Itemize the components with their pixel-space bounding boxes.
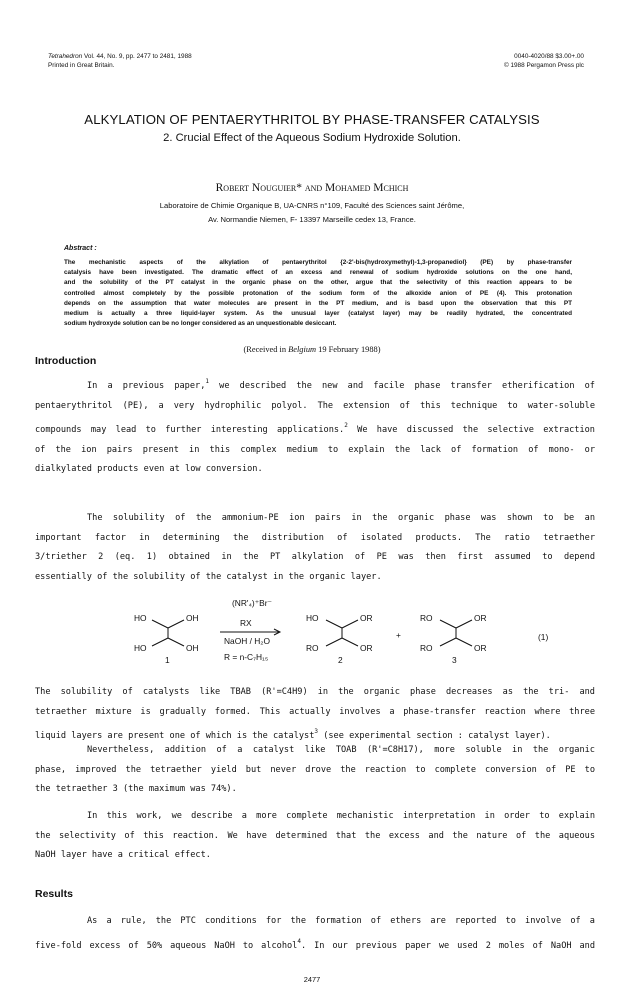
line-text: In a previous paper, bbox=[87, 381, 206, 391]
line-text: we described the new and facile phase transfer etherification of bbox=[219, 381, 595, 391]
line-text: compounds may lead to further interesting applications. bbox=[35, 425, 345, 436]
paragraph-line: The solubility of catalysts like TBAB (R'=C4H9) in the organic phase decreases as the tri- and bbox=[35, 687, 595, 697]
received-prefix: (Received in bbox=[243, 345, 287, 354]
bond bbox=[456, 620, 472, 628]
bond bbox=[152, 620, 168, 628]
abstract-line: depends on the assumption that water molecules are present in the PT medium, and is basd upon the observation that this PT bbox=[64, 299, 572, 307]
reaction-scheme-drawing bbox=[134, 588, 570, 668]
plus-sign: + bbox=[396, 630, 401, 640]
reference-2: 2 bbox=[344, 422, 348, 430]
catalyst-reagent: (NR'₄)⁺Br⁻ bbox=[232, 598, 272, 608]
printed-in: Printed in Great Britain. bbox=[48, 62, 115, 69]
paragraph-line: phase, improved the tetraether yield but never drove the reaction to complete conversion of PE to bbox=[35, 764, 595, 775]
bond bbox=[342, 620, 358, 628]
atom-label: HO bbox=[134, 613, 147, 623]
paragraph-line bbox=[35, 932, 595, 957]
reference-4: 4 bbox=[297, 937, 301, 945]
abstract-line: sodium hydroxyde solution can be no longer considered as an unquestionable desiccant. bbox=[64, 320, 337, 328]
paragraph-line: of the ion pairs present in this complex medium to explain the lack of formation of mono- or bbox=[35, 444, 595, 455]
article-title: ALKYLATION OF PENTAERYTHRITOL BY PHASE-TRANSFER CATALYSIS bbox=[84, 112, 540, 127]
journal-volume: Vol. 44, No. 9, pp. 2477 to 2481, 1988 bbox=[84, 53, 192, 60]
abstract-line: controlled almost completely by the possible protonation of the sodium form of the alkoxide anion of PE (4). This protonation bbox=[64, 289, 572, 297]
paragraph-line: As a rule, the PTC conditions for the formation of ethers are reported to involve of a bbox=[87, 916, 595, 926]
bond bbox=[168, 638, 184, 646]
line-text: We have discussed the selective extraction bbox=[357, 425, 595, 436]
base-reagent: NaOH / H₂O bbox=[224, 636, 271, 646]
bond bbox=[456, 638, 472, 646]
section-heading-introduction: Introduction bbox=[35, 355, 97, 367]
equation-number: (1) bbox=[538, 632, 549, 642]
journal-header-right bbox=[504, 52, 584, 70]
paragraph-line: important factor in determining the distribution of isolated products. The ratio tetraether bbox=[35, 532, 595, 543]
bond bbox=[440, 620, 456, 628]
compound-number-1: 1 bbox=[165, 655, 170, 665]
results-paragraph-1 bbox=[35, 912, 595, 956]
journal-name: Tetrahedron bbox=[48, 53, 83, 60]
received-place: Belgium bbox=[288, 345, 317, 354]
intro-paragraph-3 bbox=[35, 683, 595, 747]
atom-label: OR bbox=[360, 613, 373, 623]
abstract-line: medium is actually a three liquid-layer system. As the unusual layer (catalyst layer) may be readily hydrated, the concentrated bbox=[64, 310, 572, 318]
journal-copyright: © 1988 Pergamon Press plc bbox=[503, 62, 584, 69]
section-heading-results: Results bbox=[35, 888, 73, 900]
atom-label: RO bbox=[306, 643, 319, 653]
paragraph-line: The solubility of the ammonium-PE ion pairs in the organic phase was shown to be an bbox=[87, 513, 595, 523]
journal-price: 0040-4020/88 $3.00+.00 bbox=[514, 53, 584, 60]
reference-1: 1 bbox=[205, 378, 210, 385]
abstract-body bbox=[64, 258, 572, 329]
paragraph-line: NaOH layer have a critical effect. bbox=[35, 850, 211, 861]
reference-3: 3 bbox=[314, 728, 319, 736]
bond bbox=[168, 620, 184, 628]
r-group-definition: R = n-C₇H₁₅ bbox=[224, 652, 269, 662]
journal-header-left bbox=[48, 52, 192, 70]
intro-paragraph-5-body bbox=[35, 807, 595, 866]
atom-label: HO bbox=[134, 643, 147, 653]
abstract-label: Abstract : bbox=[64, 245, 97, 252]
article-authors: Robert Nouguier* and Mohamed Mchich bbox=[215, 182, 409, 194]
alkyl-halide-reagent: RX bbox=[240, 618, 252, 628]
bond bbox=[440, 638, 456, 646]
paragraph-line: dialkylated products even at low conversion. bbox=[35, 464, 263, 475]
atom-label: OH bbox=[186, 613, 199, 623]
paragraph-line: Nevertheless, addition of a catalyst like TOAB (R'=C8H17), more soluble in the organic bbox=[87, 745, 595, 755]
bond bbox=[326, 638, 342, 646]
atom-label: HO bbox=[306, 613, 319, 623]
atom-label: OR bbox=[474, 613, 487, 623]
paragraph-line: 3/triether 2 (eq. 1) obtained in the PT alkylation of PE was then first assumed to depend bbox=[35, 552, 595, 563]
abstract-line: The mechanistic aspects of the alkylation of pentaerythritol {2-2'-bis(hydroxymethyl)-1,3-propanediol} (PE) by phase-transfer bbox=[64, 259, 572, 266]
page-number: 2477 bbox=[303, 975, 321, 984]
affiliation-line-2: Av. Normandie Niemen, F- 13397 Marseille cedex 13, France. bbox=[208, 215, 416, 224]
paragraph-line: the tetraether 3 (the maximum was 74%). bbox=[35, 784, 237, 795]
atom-label: OR bbox=[360, 643, 373, 653]
atom-label: OH bbox=[186, 643, 199, 653]
received-date bbox=[0, 345, 624, 354]
bond bbox=[342, 638, 358, 646]
paragraph-line: the selectivity of this reaction. We have determined that the excess and the nature of the aqueous bbox=[35, 830, 595, 841]
bond bbox=[152, 638, 168, 646]
received-day: 19 February 1988) bbox=[318, 345, 381, 354]
intro-paragraph-2 bbox=[35, 509, 595, 587]
article-subtitle: 2. Crucial Effect of the Aqueous Sodium Hydroxide Solution. bbox=[163, 132, 461, 144]
line-text: liquid layers are present one of which is the catalyst bbox=[35, 731, 315, 742]
intro-paragraph-4 bbox=[35, 741, 595, 800]
bond bbox=[326, 620, 342, 628]
line-text: . In our previous paper we used 2 moles of NaOH and bbox=[300, 940, 595, 951]
paragraph-line: In this work, we describe a more complete mechanistic interpretation in order to explain bbox=[87, 811, 595, 821]
paragraph-line bbox=[35, 416, 595, 441]
paragraph-line: essentially of the solubility of the catalyst in the organic layer. bbox=[35, 571, 382, 582]
reaction-scheme bbox=[134, 588, 570, 668]
line-text: (see experimental section : catalyst layer). bbox=[323, 731, 551, 742]
paragraph-line bbox=[35, 372, 595, 397]
atom-label: RO bbox=[420, 613, 433, 623]
atom-label: RO bbox=[420, 643, 433, 653]
compound-number-2: 2 bbox=[338, 655, 343, 665]
paragraph-line: tetraether mixture is gradually formed. This actually involves a phase-transfer reaction where three bbox=[35, 706, 595, 717]
abstract-line: catalysis have been investigated. The dramatic effect of an excess and renewal of sodium hydroxide solutions on the one hand, bbox=[64, 269, 572, 277]
abstract-line: and the solubility of the PT catalyst in the organic phase on the other, argue that the selectivity of this reaction appears to be bbox=[64, 279, 572, 287]
line-text: five-fold excess of 50% aqueous NaOH to alcohol bbox=[35, 940, 298, 951]
intro-paragraph-1 bbox=[35, 372, 595, 480]
paragraph-line: pentaerythritol (PE), a very hydrophilic polyol. The extension of this technique to water-soluble bbox=[35, 400, 595, 411]
compound-number-3: 3 bbox=[452, 655, 457, 665]
affiliation-line-1: Laboratoire de Chimie Organique B, UA-CNRS n°109, Faculté des Sciences saint Jérôme, bbox=[159, 201, 465, 210]
atom-label: OR bbox=[474, 643, 487, 653]
journal-citation bbox=[48, 52, 192, 61]
